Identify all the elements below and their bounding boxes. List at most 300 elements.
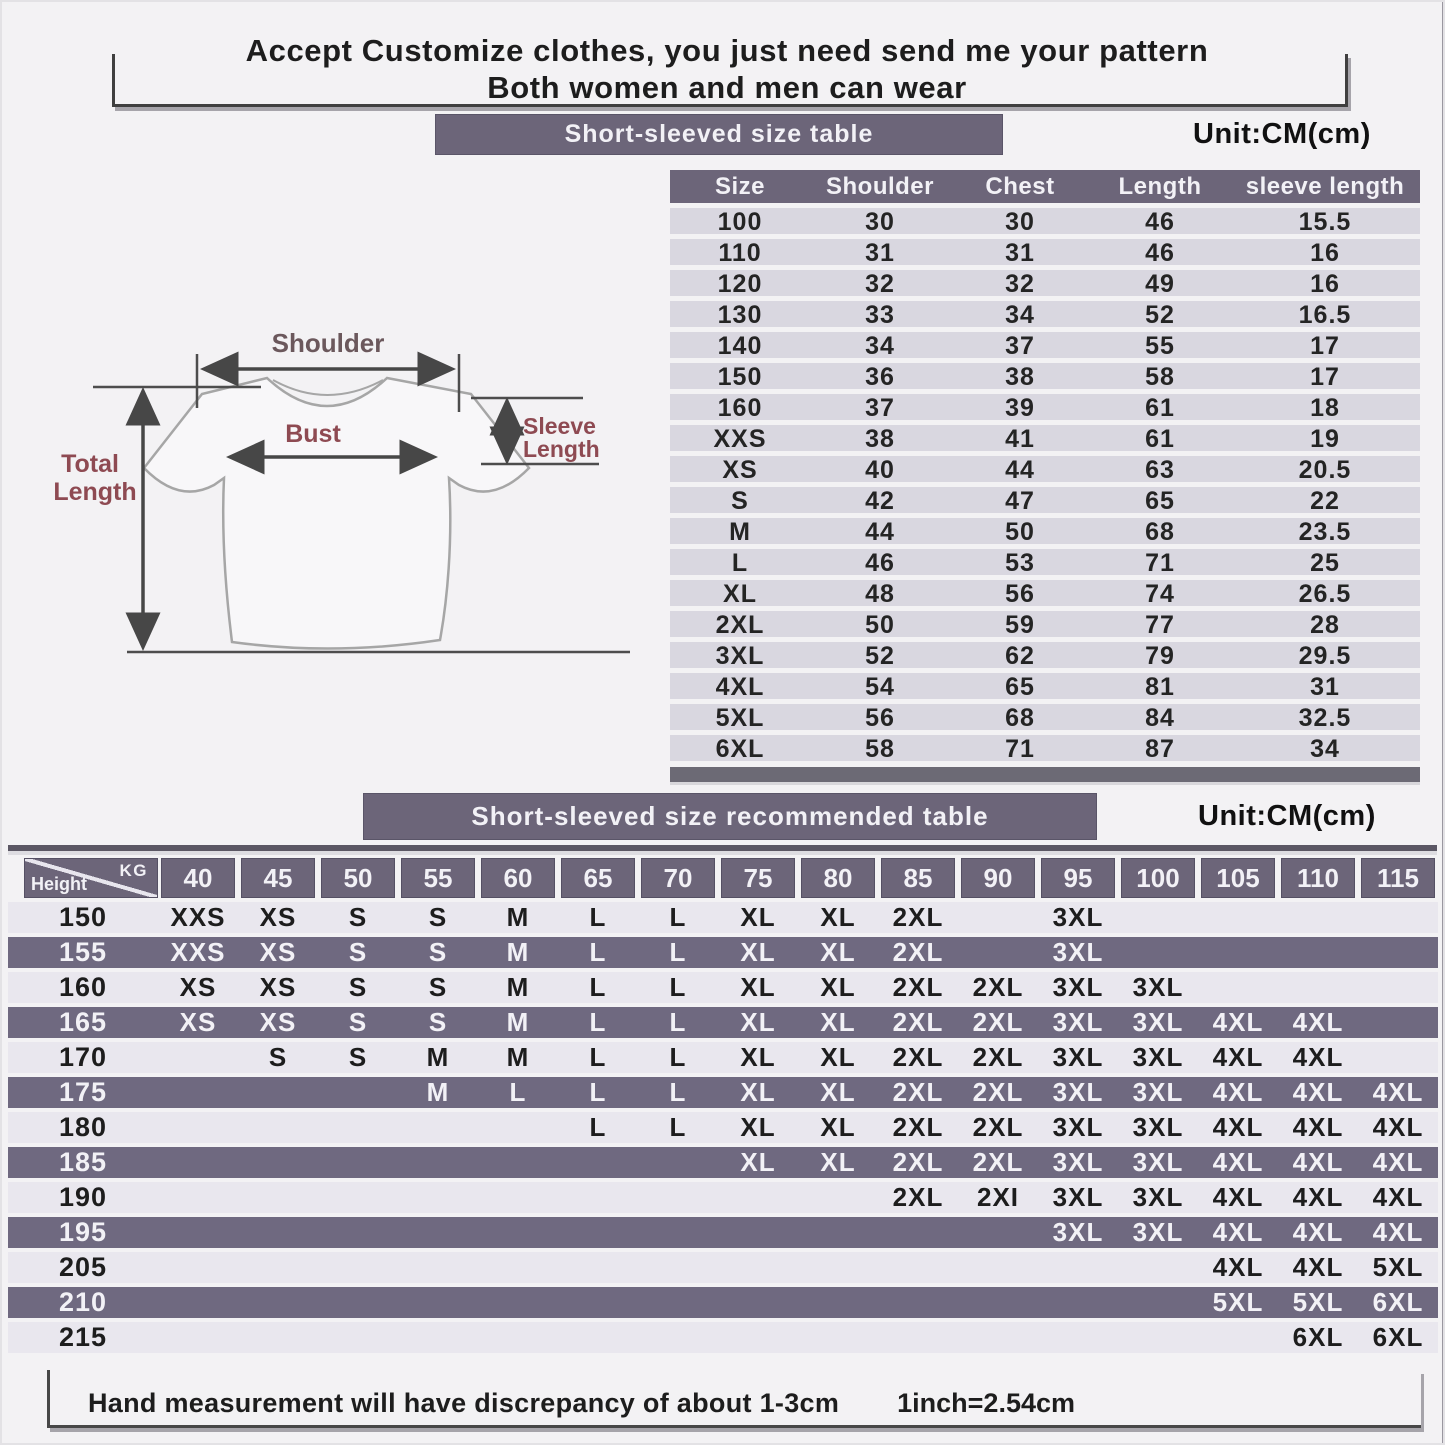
weight-header-cell (398, 858, 478, 898)
weight-header-value: 85 (881, 858, 955, 898)
recommendation-cell: L (669, 1042, 687, 1072)
size-table-cell: 53 (1005, 549, 1035, 577)
size-table-cell: 16 (1310, 239, 1340, 267)
recommendation-cell: 3XL (1132, 1217, 1184, 1247)
corner-height-label: Height (31, 874, 87, 894)
recommendation-cell: L (589, 1077, 607, 1107)
height-cell: 205 (58, 1252, 108, 1282)
size-table-row (670, 456, 1420, 482)
recommendation-cell: XL (740, 1007, 776, 1037)
recommended-table-body (8, 902, 1438, 1353)
recommendation-cell: 3XL (1052, 972, 1104, 1002)
height-cell: 180 (58, 1112, 108, 1142)
height-cell: 210 (58, 1287, 108, 1317)
size-table-cell: 46 (1145, 208, 1175, 236)
recommendation-cell: XL (820, 1077, 856, 1107)
recommendation-cell: 2XL (892, 1147, 944, 1177)
weight-header-value: 115 (1361, 858, 1435, 898)
size-table-header-cell: sleeve length (1245, 172, 1405, 200)
size-table-cell: 25 (1310, 549, 1340, 577)
size-table-cell: 56 (1005, 580, 1035, 608)
size-table-cell: 61 (1145, 394, 1175, 422)
recommendation-cell: S (348, 937, 368, 967)
recommended-table-row (8, 1217, 1438, 1248)
size-table-cell: 19 (1310, 425, 1340, 453)
recommendation-cell: 4XL (1212, 1147, 1264, 1177)
size-table-cell: 58 (1145, 363, 1175, 391)
recommendation-cell: 2XL (892, 937, 944, 967)
size-table-cell: XL (723, 580, 757, 608)
size-table-cell: 44 (865, 518, 895, 546)
weight-header-cell (1198, 858, 1278, 898)
recommended-table (8, 858, 1438, 1353)
recommendation-cell: 2XL (892, 1077, 944, 1107)
recommendation-cell: XL (740, 902, 776, 932)
recommendation-cell: L (669, 1077, 687, 1107)
size-table-row (670, 580, 1420, 606)
recommendation-cell: L (589, 902, 607, 932)
weight-header-cell (158, 858, 238, 898)
recommendation-cell: 2XL (892, 1007, 944, 1037)
recommendation-cell: 4XL (1212, 1042, 1264, 1072)
size-table-cell: 38 (865, 425, 895, 453)
recommendation-cell: 2XL (892, 1042, 944, 1072)
size-table-row (670, 642, 1420, 668)
recommended-table-row (8, 1112, 1438, 1143)
recommendation-cell: XS (259, 972, 297, 1002)
size-table-cell: 84 (1145, 704, 1175, 732)
recommendation-cell: S (428, 972, 448, 1002)
size-table-cell: 5XL (715, 704, 765, 732)
size-table-cell: 62 (1005, 642, 1035, 670)
recommendation-cell: XL (740, 1112, 776, 1142)
size-table-cell: 28 (1310, 611, 1340, 639)
recommendation-cell: S (348, 1007, 368, 1037)
recommended-table-banner: Short-sleeved size recommended table (363, 793, 1097, 840)
recommendation-cell: 4XL (1212, 1077, 1264, 1107)
recommendation-cell: L (669, 902, 687, 932)
size-table-bottom-bar (670, 767, 1420, 782)
recommendation-cell: 3XL (1052, 1077, 1104, 1107)
size-table-cell: 46 (865, 549, 895, 577)
size-table-cell: 39 (1005, 394, 1035, 422)
size-table-cell: 41 (1005, 425, 1035, 453)
size-table-cell: 6XL (715, 735, 765, 763)
recommendation-cell: XS (259, 937, 297, 967)
size-table-banner: Short-sleeved size table (435, 114, 1003, 155)
recommendation-cell: 3XL (1132, 1077, 1184, 1107)
weight-header-value: 90 (961, 858, 1035, 898)
recommendation-cell: L (589, 937, 607, 967)
recommended-table-row (8, 1007, 1438, 1038)
recommendation-cell: 2XL (972, 972, 1024, 1002)
tshirt-outline-icon (144, 378, 529, 649)
size-table-cell: 17 (1310, 363, 1340, 391)
size-table-cell: 36 (865, 363, 895, 391)
recommendation-cell: M (506, 902, 530, 932)
bust-label: Bust (285, 420, 341, 448)
weight-header-cell (478, 858, 558, 898)
shoulder-label: Shoulder (271, 328, 385, 358)
size-table-cell: 31 (1310, 673, 1340, 701)
size-table-cell: XXS (713, 425, 767, 453)
weight-header-cell (638, 858, 718, 898)
recommendation-cell: 4XL (1212, 1007, 1264, 1037)
recommended-table-header (8, 858, 1438, 898)
recommendation-cell: 4XL (1292, 1252, 1344, 1282)
recommendation-cell: 3XL (1052, 1182, 1104, 1212)
height-cell: 195 (58, 1217, 108, 1247)
weight-header-value: 45 (241, 858, 315, 898)
size-table-cell: 59 (1005, 611, 1035, 639)
recommendation-cell: 5XL (1292, 1287, 1344, 1317)
size-table-cell: 16.5 (1298, 301, 1352, 329)
size-table-cell: 71 (1145, 549, 1175, 577)
size-table-cell: 40 (865, 456, 895, 484)
recommendation-cell: XL (740, 1077, 776, 1107)
size-table-cell: 77 (1145, 611, 1175, 639)
recommendation-cell: L (589, 972, 607, 1002)
recommendation-cell: 4XL (1292, 1042, 1344, 1072)
size-table-cell: 29.5 (1298, 642, 1352, 670)
recommendation-cell: 4XL (1212, 1217, 1264, 1247)
recommendation-cell: S (348, 1042, 368, 1072)
weight-header-cell (238, 858, 318, 898)
weight-header-cell (1278, 858, 1358, 898)
recommendation-cell: 2XL (972, 1042, 1024, 1072)
size-table-cell: 22 (1310, 487, 1340, 515)
recommendation-cell: 4XL (1292, 1007, 1344, 1037)
weight-header-value: 80 (801, 858, 875, 898)
weight-header-cell (718, 858, 798, 898)
size-table-cell: 55 (1145, 332, 1175, 360)
size-table-cell: M (729, 518, 751, 546)
kg-height-corner-cell (24, 858, 158, 898)
size-table-cell: 2XL (715, 611, 765, 639)
size-table-cell: 50 (1005, 518, 1035, 546)
recommendation-cell: 2XL (972, 1077, 1024, 1107)
weight-header-value: 105 (1201, 858, 1275, 898)
size-table-cell: 18 (1310, 394, 1340, 422)
recommendation-cell: L (589, 1007, 607, 1037)
size-table-row (670, 487, 1420, 513)
recommended-table-row (8, 902, 1438, 933)
recommendation-cell: 3XL (1132, 972, 1184, 1002)
weight-header-value: 40 (161, 858, 235, 898)
size-table-cell: 46 (1145, 239, 1175, 267)
weight-header-value: 70 (641, 858, 715, 898)
tshirt-measurement-diagram (35, 322, 655, 667)
recommendation-cell: 4XL (1372, 1147, 1424, 1177)
sleeve-length-label-line1: Sleeve (523, 413, 596, 439)
size-table-cell: 26.5 (1298, 580, 1352, 608)
size-table-cell: 30 (1005, 208, 1035, 236)
recommended-table-row (8, 1322, 1438, 1353)
recommended-table-row (8, 1042, 1438, 1073)
size-table-cell: 87 (1145, 735, 1175, 763)
size-table-row (670, 363, 1420, 389)
weight-header-cell (1038, 858, 1118, 898)
recommendation-cell: 4XL (1292, 1147, 1344, 1177)
recommendation-cell: XL (740, 1042, 776, 1072)
recommendation-cell: S (348, 902, 368, 932)
recommendation-cell: M (506, 937, 530, 967)
size-table (670, 170, 1420, 782)
size-table-cell: 81 (1145, 673, 1175, 701)
recommendation-cell: 3XL (1052, 1217, 1104, 1247)
recommendation-cell: 2XL (892, 972, 944, 1002)
size-table-cell: 31 (1005, 239, 1035, 267)
weight-header-cell (558, 858, 638, 898)
size-table-cell: 61 (1145, 425, 1175, 453)
recommended-table-unit-label: Unit:CM(cm) (1198, 800, 1376, 832)
size-table-row (670, 611, 1420, 637)
recommendation-cell: 6XL (1372, 1287, 1424, 1317)
size-table-cell: 33 (865, 301, 895, 329)
recommendation-cell: M (506, 1042, 530, 1072)
size-table-cell: 71 (1005, 735, 1035, 763)
size-table-cell: 56 (865, 704, 895, 732)
recommendation-cell: L (509, 1077, 527, 1107)
recommendation-cell: 4XL (1372, 1182, 1424, 1212)
recommendation-cell: 2XL (892, 1112, 944, 1142)
size-table-row (670, 549, 1420, 575)
recommendation-cell: 3XL (1132, 1007, 1184, 1037)
size-table-cell: 52 (1145, 301, 1175, 329)
size-table-cell: 37 (865, 394, 895, 422)
size-table-header-cell: Shoulder (825, 172, 934, 200)
recommendation-cell: 3XL (1052, 1147, 1104, 1177)
recommendation-cell: 2XL (972, 1112, 1024, 1142)
recommended-table-row (8, 1077, 1438, 1108)
size-table-body (670, 208, 1420, 761)
recommendation-cell: 3XL (1132, 1042, 1184, 1072)
size-table-row (670, 425, 1420, 451)
size-table-row (670, 239, 1420, 265)
section-divider-line (8, 845, 1437, 851)
size-table-cell: 3XL (715, 642, 765, 670)
recommended-table-row (8, 1147, 1438, 1178)
height-cell: 175 (58, 1077, 108, 1107)
size-table-cell: 37 (1005, 332, 1035, 360)
size-table-cell: 38 (1005, 363, 1035, 391)
height-cell: 155 (58, 937, 108, 967)
size-table-cell: 15.5 (1298, 208, 1352, 236)
inch-conversion-note: 1inch=2.54cm (897, 1388, 1076, 1418)
sleeve-length-label-line2: Length (523, 436, 600, 462)
weight-header-value: 110 (1281, 858, 1355, 898)
recommendation-cell: 4XL (1292, 1217, 1344, 1247)
recommendation-cell: 4XL (1372, 1112, 1424, 1142)
weight-header-value: 55 (401, 858, 475, 898)
recommendation-cell: 2XI (976, 1182, 1020, 1212)
weight-header-value: 60 (481, 858, 555, 898)
size-table-cell: 74 (1145, 580, 1175, 608)
size-table-cell: L (731, 549, 749, 577)
size-table-header-cell: Chest (985, 172, 1055, 200)
size-table-row (670, 270, 1420, 296)
recommendation-cell: L (669, 937, 687, 967)
size-table-row (670, 518, 1420, 544)
weight-header-value: 65 (561, 858, 635, 898)
recommendation-cell: XS (179, 972, 217, 1002)
recommendation-cell: 4XL (1292, 1077, 1344, 1107)
size-table-unit-label: Unit:CM(cm) (1193, 118, 1371, 150)
recommendation-cell: 5XL (1372, 1252, 1424, 1282)
size-table-cell: 30 (865, 208, 895, 236)
recommendation-cell: 3XL (1132, 1147, 1184, 1177)
recommendation-cell: L (669, 1112, 687, 1142)
height-cell: 170 (58, 1042, 108, 1072)
weight-header-cell (318, 858, 398, 898)
weight-header-value: 75 (721, 858, 795, 898)
recommendation-cell: XS (179, 1007, 217, 1037)
total-length-label-line1: Total (61, 450, 119, 478)
size-table-cell: 100 (717, 208, 763, 236)
recommendation-cell: XXS (170, 902, 226, 932)
size-table-cell: 32.5 (1298, 704, 1352, 732)
recommendation-cell: 5XL (1212, 1287, 1264, 1317)
recommendation-cell: 6XL (1372, 1322, 1424, 1352)
recommendation-cell: XL (740, 972, 776, 1002)
recommendation-cell: 4XL (1372, 1217, 1424, 1247)
size-table-cell: 50 (865, 611, 895, 639)
recommendation-cell: XL (820, 1007, 856, 1037)
recommendation-cell: XS (259, 902, 297, 932)
size-table-cell: 120 (717, 270, 763, 298)
size-table-cell: 150 (717, 363, 763, 391)
recommendation-cell: XL (740, 937, 776, 967)
size-table-cell: 42 (865, 487, 895, 515)
title-line-2: Both women and men can wear (487, 70, 967, 105)
recommendation-cell: S (268, 1042, 288, 1072)
title-line-1: Accept Customize clothes, you just need send me your pattern (245, 33, 1209, 68)
height-cell: 190 (58, 1182, 108, 1212)
size-table-header-cell: Length (1118, 172, 1202, 200)
recommendation-cell: 2XL (972, 1147, 1024, 1177)
recommendation-cell: 3XL (1052, 937, 1104, 967)
recommendation-cell: 4XL (1372, 1077, 1424, 1107)
size-table-cell: 52 (865, 642, 895, 670)
recommendation-cell: XL (740, 1147, 776, 1177)
recommendation-cell: S (428, 902, 448, 932)
size-table-cell: 58 (865, 735, 895, 763)
size-table-cell: 34 (865, 332, 895, 360)
recommendation-cell: M (426, 1077, 450, 1107)
recommendation-cell: L (669, 972, 687, 1002)
size-table-cell: 44 (1005, 456, 1035, 484)
size-table-cell: 49 (1145, 270, 1175, 298)
recommendation-cell: L (589, 1042, 607, 1072)
size-table-cell: 54 (865, 673, 895, 701)
recommendation-cell: XL (820, 972, 856, 1002)
size-table-header-row (670, 170, 1420, 203)
weight-header-value: 95 (1041, 858, 1115, 898)
recommended-table-row (8, 1182, 1438, 1213)
size-table-cell: XS (722, 456, 758, 484)
recommended-table-row (8, 972, 1438, 1003)
size-table-cell: 48 (865, 580, 895, 608)
page-title (112, 32, 1342, 106)
size-table-cell: 160 (717, 394, 763, 422)
size-table-cell: 16 (1310, 270, 1340, 298)
size-table-cell: 34 (1310, 735, 1340, 763)
size-table-row (670, 301, 1420, 327)
weight-header-value: 50 (321, 858, 395, 898)
size-table-row (670, 735, 1420, 761)
recommendation-cell: XL (820, 1042, 856, 1072)
recommended-table-row (8, 937, 1438, 968)
size-table-cell: 68 (1145, 518, 1175, 546)
recommendation-cell: XL (820, 937, 856, 967)
size-table-cell: 65 (1145, 487, 1175, 515)
size-table-row (670, 332, 1420, 358)
recommendation-cell: L (669, 1007, 687, 1037)
recommendation-cell: L (589, 1112, 607, 1142)
height-cell: 165 (58, 1007, 108, 1037)
height-cell: 215 (58, 1322, 108, 1352)
recommendation-cell: 6XL (1292, 1322, 1344, 1352)
recommendation-cell: 3XL (1052, 1042, 1104, 1072)
recommendation-cell: S (428, 1007, 448, 1037)
size-table-row (670, 394, 1420, 420)
recommendation-cell: 3XL (1132, 1112, 1184, 1142)
weight-header-cell (1118, 858, 1198, 898)
size-table-cell: 32 (865, 270, 895, 298)
height-cell: 185 (58, 1147, 108, 1177)
height-cell: 160 (58, 972, 108, 1002)
weight-header-cell (1358, 858, 1438, 898)
recommendation-cell: 4XL (1212, 1182, 1264, 1212)
size-table-cell: 20.5 (1298, 456, 1352, 484)
recommendation-cell: M (426, 1042, 450, 1072)
recommendation-cell: 3XL (1052, 1007, 1104, 1037)
recommendation-cell: 3XL (1132, 1182, 1184, 1212)
recommendation-cell: 2XL (972, 1007, 1024, 1037)
recommendation-cell: XXS (170, 937, 226, 967)
size-table-cell: 23.5 (1298, 518, 1352, 546)
recommendation-cell: M (506, 1007, 530, 1037)
size-table-row (670, 704, 1420, 730)
size-table-cell: 68 (1005, 704, 1035, 732)
recommendation-cell: 4XL (1212, 1112, 1264, 1142)
recommendation-cell: 2XL (892, 902, 944, 932)
recommendation-cell: S (348, 972, 368, 1002)
size-table-cell: 47 (1005, 487, 1035, 515)
recommendation-cell: M (506, 972, 530, 1002)
recommendation-cell: XL (820, 902, 856, 932)
size-table-cell: 17 (1310, 332, 1340, 360)
recommendation-cell: XL (820, 1112, 856, 1142)
weight-header-cell (878, 858, 958, 898)
size-table-header-cell: Size (714, 172, 766, 200)
recommendation-cell: S (428, 937, 448, 967)
weight-header-value: 100 (1121, 858, 1195, 898)
size-table-cell: 79 (1145, 642, 1175, 670)
recommendation-cell: 4XL (1292, 1182, 1344, 1212)
recommendation-cell: 4XL (1292, 1112, 1344, 1142)
corner-kg-label: KG (119, 861, 148, 880)
size-table-cell: 140 (717, 332, 763, 360)
recommendation-cell: XS (259, 1007, 297, 1037)
recommendation-cell: 3XL (1052, 1112, 1104, 1142)
recommendation-cell: 4XL (1212, 1252, 1264, 1282)
size-table-cell: 4XL (715, 673, 765, 701)
weight-header-cell (958, 858, 1038, 898)
recommendation-cell: 3XL (1052, 902, 1104, 932)
measurement-discrepancy-note: Hand measurement will have discrepancy of about 1-3cm (88, 1388, 840, 1418)
size-table-cell: 32 (1005, 270, 1035, 298)
